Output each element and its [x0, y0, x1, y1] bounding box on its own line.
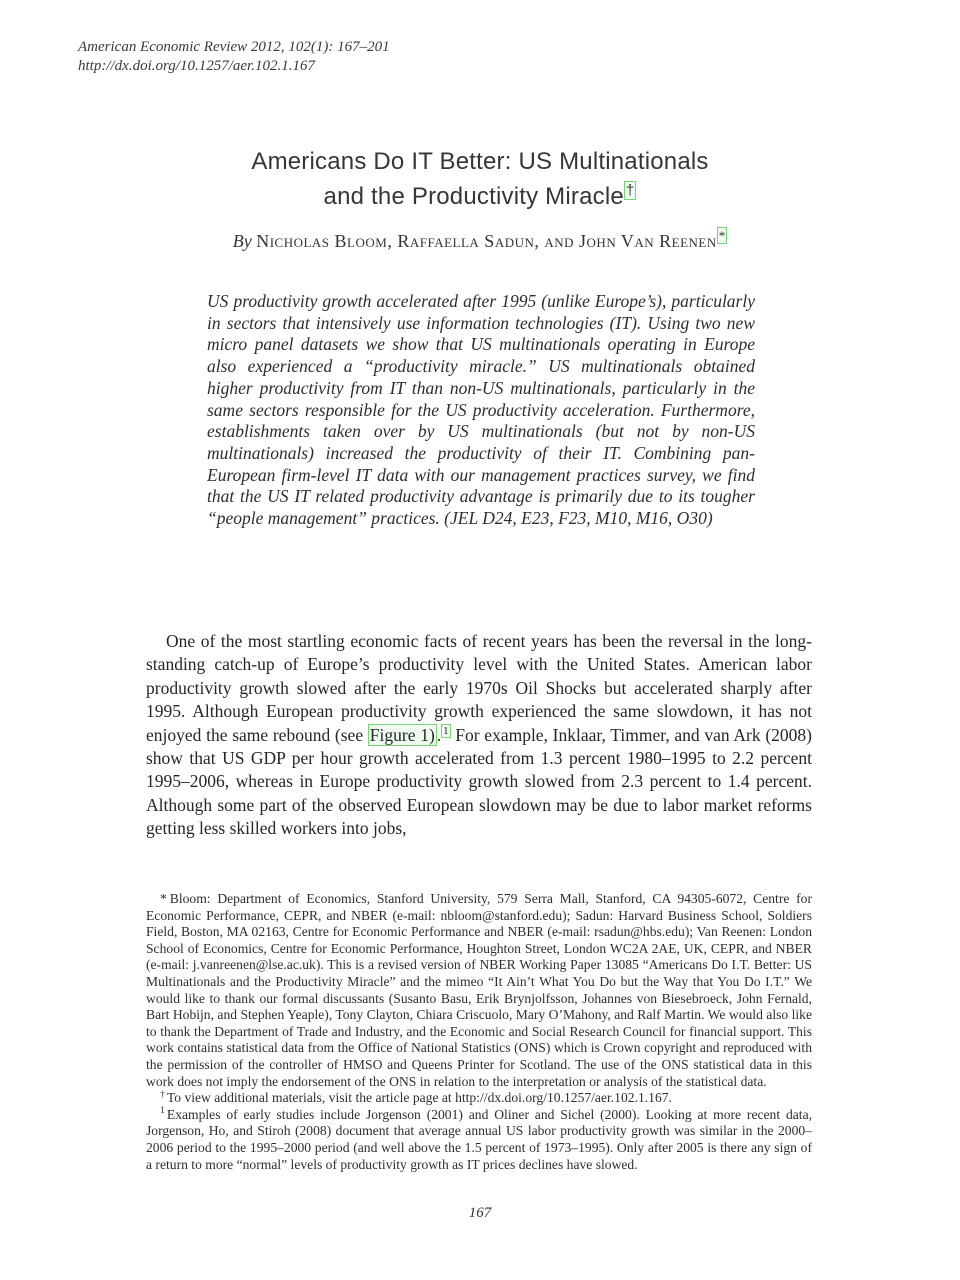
footnote-star-marker: * — [160, 891, 167, 906]
figure-1-link[interactable]: Figure 1) — [369, 724, 435, 745]
page-number: 167 — [468, 1205, 492, 1221]
body-text-3: For example, Inklaar, Timmer, and van Ark (2008) show that US GDP per hour growth accelerated from 1.3 percent 1980–1995 to 2.2 percent 1995–2006, whereas in Europe productivity growth slowed from 2.3 percent to 1.4 percent. Although some part of the observed European slowdown may be due to labor market reforms getting less skilled workers into jobs, — [146, 724, 812, 839]
body-paragraph — [146, 630, 812, 841]
byline-by: By — [232, 231, 252, 251]
footnote-one-marker: 1 — [160, 1105, 165, 1117]
byline — [0, 228, 960, 252]
doi-line: http://dx.doi.org/10.1257/aer.102.1.167 — [78, 58, 315, 74]
byline-authors: Nicholas Bloom, Raffaella Sadun, and John Van Reenen — [256, 231, 717, 251]
body-text-1: One of the most startling economic facts of recent years has been the reversal in the long-standing catch-up of Europe’s productivity level with the United States. American labor productivity growth slowed after the early 1970s Oil Shocks but accelerated sharply after 1995. Although European productivity growth experienced the same slowdown, it has not enjoyed the same rebound (see — [146, 631, 812, 745]
journal-header — [78, 38, 390, 76]
byline-asterisk-link[interactable]: * — [718, 228, 726, 243]
footnotes-block — [146, 891, 812, 1173]
paper-title — [0, 144, 960, 214]
footnote-star — [146, 891, 812, 1090]
footnote-one — [146, 1107, 812, 1173]
footnote-dagger-marker: † — [160, 1088, 165, 1100]
footnote-one-text: Examples of early studies include Jorgenson (2001) and Oliner and Sichel (2000). Looking at more recent data, Jorgenson, Ho, and Stiroh (2008) document that average annual US labor productivity growth was similar in the 2000–2006 period to the 1995–2000 period (and well above the 1.5 percent of 1973–1995). Only after 2005 is there any sign of a return to more “normal” levels of productivity growth as IT prices declines have slowed. — [146, 1106, 812, 1172]
body-text-2: . — [436, 724, 442, 745]
title-line-2: and the Productivity Miracle † — [323, 182, 635, 210]
title-dagger-link[interactable]: † — [625, 182, 635, 199]
abstract: US productivity growth accelerated after 1995 (unlike Europe’s), particularly in sectors that intensively use information technologies (IT). Using two new micro panel datasets we show that US multinationals operating in Europe also experienced a “productivity miracle.” US multinationals obtained higher productivity from IT than non-US multinationals, particularly in the same sectors responsible for the US productivity acceleration. Furthermore, establishments taken over by US multinationals (but not by non-US multinationals) increased the productivity of their IT. Combining pan-European firm-level IT data with our management practices survey, we find that the US IT related productivity advantage is primarily due to its tougher “people management” practices. (JEL D24, E23, F23, M10, M16, O30) — [207, 291, 755, 529]
title-line-1: Americans Do IT Better: US Multinationals — [251, 148, 709, 175]
footnote-star-text: Bloom: Department of Economics, Stanford University, 579 Serra Mall, Stanford, CA 94305-6072, Centre for Economic Performance, CEPR, and NBER (e-mail: nbloom@stanford.edu); Sadun: Harvard Business School, Soldiers Field, Boston, MA 02163, Centre for Economic Performance and NBER (e-mail: rsadun@hbs.edu); Van Reenen: London School of Economics, Centre for Economic Performance, Houghton Street, London WC2A 2AE, UK, CEPR, and NBER (e-mail: j.vanreenen@lse.ac.uk). This is a revised version of NBER Working Paper 13085 “Americans Do I.T. Better: US Multinationals and the Productivity Miracle” and the mimeo “It Ain’t What You Do but the Way that You Do I.T.” We would like to thank our formal discussants (Susanto Basu, Erik Brynjolfsson, Johannes von Biesebroeck, John Fernald, Bart Hobijn, and Stephen Yeaple), Tony Clayton, Chiara Criscuolo, Mary O’Mahony, and Ralf Martin. We would also like to thank the Department of Trade and Industry, and the Economic and Social Research Council for financial support. This work contains statistical data from the Office of National Statistics (ONS) which is Crown copyright and reproduced with the permission of the controller of HMSO and Queens Printer for Scotland. The use of the ONS statistical data in this work does not imply the endorsement of the ONS in relation to the interpretation or analysis of the statistical data. — [146, 891, 812, 1089]
journal-citation-line: American Economic Review 2012, 102(1): 167–201 — [78, 39, 390, 55]
footnote-1-ref-link[interactable]: 1 — [443, 724, 449, 737]
footnote-dagger — [146, 1090, 812, 1107]
footnote-dagger-text: To view additional materials, visit the article page at http://dx.doi.org/10.1257/aer.102.1.167. — [166, 1090, 672, 1106]
